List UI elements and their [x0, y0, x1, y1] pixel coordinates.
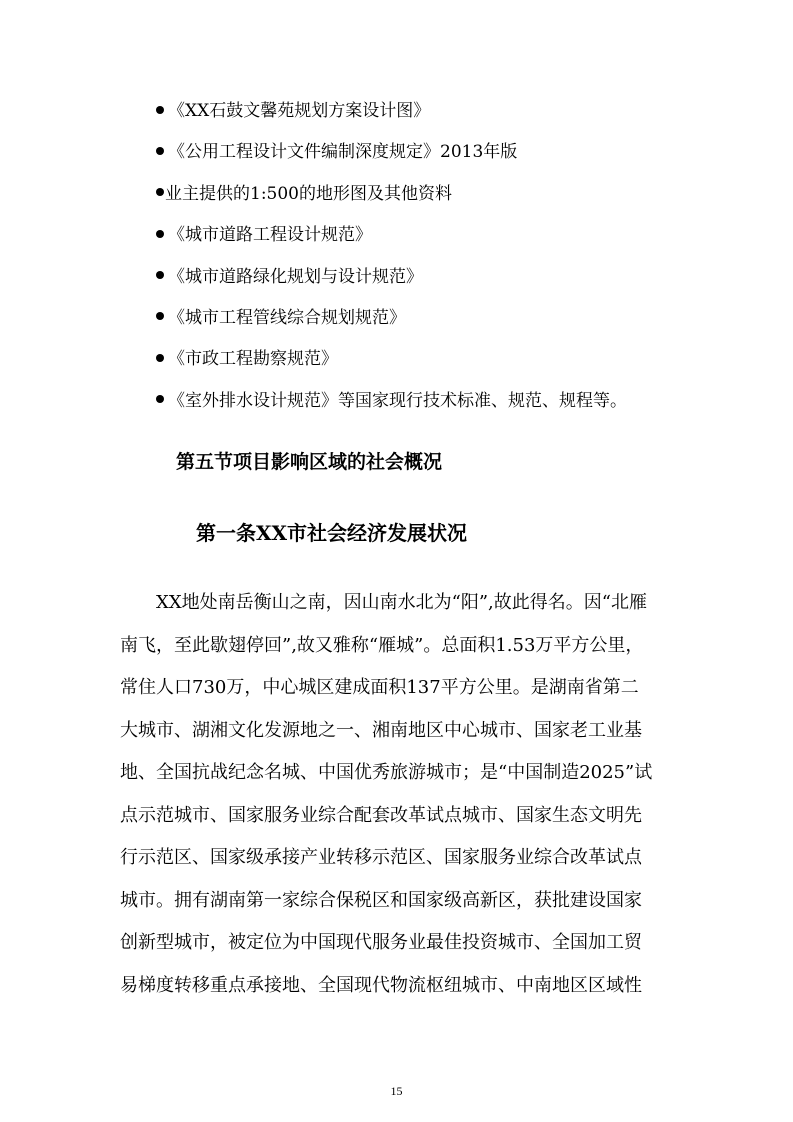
paragraph-line: 常住人口730万，中心城区建成面积137平方公里。是湖南省第二 [120, 677, 639, 698]
reference-list [156, 96, 716, 427]
list-item-text: 《室外排水设计规范》等国家现行技术标准、规范、规程等。 [168, 390, 627, 411]
paragraph-line: 易梯度转移重点承接地、全国现代物流枢纽城市、中南地区区域性 [120, 974, 642, 996]
bullet-icon [156, 188, 164, 196]
list-item-text: 《XX石鼓文馨苑规划方案设计图》 [168, 101, 431, 121]
list-item [156, 220, 716, 261]
bullet-icon [156, 147, 164, 155]
paragraph-line: 点示范城市、国家服务业综合配套改革试点城市、国家生态文明先 [120, 804, 642, 826]
list-item-text: 《城市道路工程设计规范》 [168, 225, 372, 246]
bullet-icon [156, 230, 164, 238]
article-heading: 第一条XX市社会经济发展状况 [196, 521, 468, 545]
list-item-text: 《城市道路绿化规划与设计规范》 [168, 266, 423, 287]
page-number: 15 [390, 1084, 403, 1098]
bullet-icon [156, 312, 164, 320]
list-item-text: 《公用工程设计文件编制深度规定》2013年版 [168, 142, 518, 163]
body-paragraph [120, 586, 680, 1011]
paragraph-line: 行示范区、国家级承接产业转移示范区、国家服务业综合改革试点 [120, 847, 642, 868]
list-item-text: 《市政工程勘察规范》 [168, 349, 338, 370]
bullet-icon [156, 354, 164, 362]
list-item [156, 344, 716, 385]
bullet-icon [156, 271, 164, 279]
list-item-text: 《城市工程管线综合规划规范》 [168, 307, 406, 328]
paragraph-line: 大城市、湖湘文化发源地之一、湘南地区中心城市、国家老工业基 [120, 719, 642, 741]
list-item [156, 179, 716, 220]
paragraph-line: 南飞，至此歇翅停回”,故又雅称“雁城”。总面积1.53万平方公里， [120, 634, 644, 656]
paragraph-line: XX地处南岳衡山之南，因山南水北为“阳”,故此得名。因“北雁 [156, 592, 647, 613]
list-item [156, 262, 716, 303]
bullet-icon [156, 106, 164, 114]
bullet-icon [156, 395, 164, 403]
list-item [156, 137, 716, 178]
list-item [156, 303, 716, 344]
paragraph-line: 城市。拥有湖南第一家综合保税区和国家级高新区，获批建设国家 [120, 889, 642, 911]
paragraph-line: 创新型城市，被定位为中国现代服务业最佳投资城市、全国加工贸 [120, 932, 642, 953]
section-heading: 第五节项目影响区域的社会概况 [176, 451, 443, 473]
paragraph-line: 地、全国抗战纪念名城、中国优秀旅游城市；是“中国制造2025”试 [120, 762, 653, 783]
list-item-text: 业主提供的1:500的地形图及其他资料 [165, 183, 452, 204]
list-item [156, 96, 716, 137]
list-item [156, 386, 716, 427]
